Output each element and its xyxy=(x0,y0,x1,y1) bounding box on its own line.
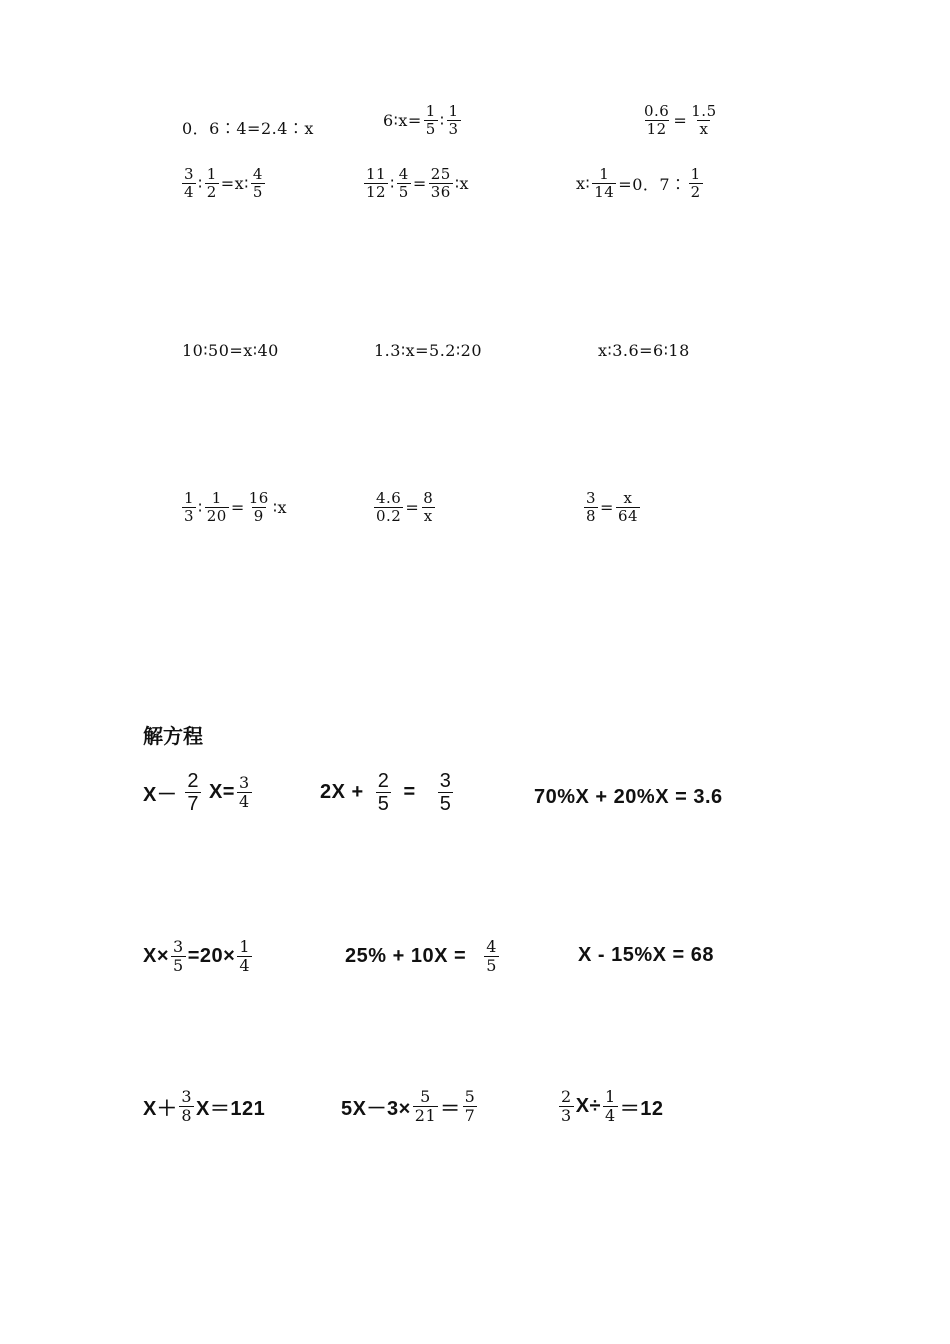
proportion-8 xyxy=(374,341,482,360)
equation-text: = xyxy=(673,110,688,130)
denominator: 9 xyxy=(253,506,264,525)
fraction xyxy=(413,1088,438,1124)
numerator: 3 xyxy=(181,1087,193,1106)
proportion-12 xyxy=(582,490,642,524)
equation-text: =x∶ xyxy=(220,173,249,193)
denominator: 36 xyxy=(430,182,451,201)
equation-text: ∶ xyxy=(198,173,203,193)
numerator: 2 xyxy=(561,1087,572,1106)
denominator: 21 xyxy=(414,1105,437,1125)
equation-6 xyxy=(578,944,714,967)
equation-text: =0．7∶ xyxy=(618,174,687,194)
equation-8 xyxy=(341,1088,479,1124)
fraction xyxy=(364,166,388,200)
denominator: 8 xyxy=(586,506,597,525)
numerator: 1 xyxy=(239,937,251,956)
fraction xyxy=(438,770,454,815)
equation-text: ∶ xyxy=(439,110,445,130)
equation-text: ∶x xyxy=(454,173,469,193)
denominator: 64 xyxy=(617,506,639,525)
equation-text: X÷ xyxy=(575,1094,602,1117)
equation-text: = xyxy=(405,497,420,517)
equation-text: ∶ xyxy=(390,173,395,193)
fraction xyxy=(484,938,499,974)
proportion-1 xyxy=(182,116,314,139)
fraction xyxy=(237,774,252,810)
numerator: 3 xyxy=(184,165,195,183)
denominator: 20 xyxy=(206,506,227,525)
equation-text: = xyxy=(600,497,614,517)
numerator: 1 xyxy=(184,489,195,507)
fraction xyxy=(205,166,219,200)
equation-text: 6∶x= xyxy=(383,110,422,130)
fraction xyxy=(251,166,265,200)
numerator: 1 xyxy=(211,489,222,507)
equation-text: x∶3.6=6∶18 xyxy=(598,341,690,360)
denominator: x xyxy=(423,506,433,525)
denominator: 7 xyxy=(187,793,199,815)
fraction xyxy=(247,490,271,524)
numerator: 5 xyxy=(420,1087,431,1106)
fraction xyxy=(603,1088,618,1124)
equation-text: X＝121 xyxy=(196,1097,266,1120)
fraction xyxy=(397,166,411,200)
numerator: 3 xyxy=(173,937,184,956)
equation-text: X - 15%X = 68 xyxy=(578,944,715,966)
proportion-10 xyxy=(180,490,287,524)
proportion-2 xyxy=(383,103,463,137)
denominator: x xyxy=(699,119,709,138)
proportion-7 xyxy=(182,341,279,360)
fraction xyxy=(182,490,196,524)
equation-text: 25% + 10X = xyxy=(345,944,473,967)
denominator: 2 xyxy=(690,182,701,201)
equation-text: ＝ xyxy=(440,1097,461,1120)
numerator: 2 xyxy=(187,770,199,792)
denominator: 0.2 xyxy=(376,506,402,525)
fraction xyxy=(592,166,616,200)
numerator: 3 xyxy=(439,770,452,792)
numerator: 3 xyxy=(239,773,250,793)
fraction xyxy=(237,938,252,974)
proportion-11 xyxy=(372,490,437,524)
equation-text: 0．6∶4=2.4∶x xyxy=(182,119,314,138)
fraction xyxy=(205,490,229,524)
fraction xyxy=(421,490,435,524)
fraction xyxy=(374,490,403,524)
numerator: 4 xyxy=(486,937,497,956)
equation-text: 5X－3× xyxy=(341,1097,411,1120)
numerator: 25 xyxy=(430,165,451,183)
equation-text: 70%X + 20%X = 3.6 xyxy=(534,786,723,808)
denominator: 5 xyxy=(425,119,436,138)
denominator: 5 xyxy=(252,182,263,201)
fraction xyxy=(171,938,186,974)
section-title: 解方程 xyxy=(143,724,203,748)
fraction xyxy=(447,103,461,137)
numerator: 1.5 xyxy=(691,102,717,120)
denominator: 3 xyxy=(448,119,459,138)
numerator: 5 xyxy=(464,1087,476,1106)
equation-4 xyxy=(143,938,254,974)
denominator: 4 xyxy=(184,182,195,201)
equation-text: X= xyxy=(208,781,235,803)
denominator: 3 xyxy=(561,1105,572,1125)
denominator: 3 xyxy=(184,506,195,525)
numerator: 1 xyxy=(206,165,217,183)
fraction xyxy=(182,166,196,200)
equation-text: 10∶50=x∶40 xyxy=(182,341,279,360)
fraction xyxy=(689,166,703,200)
numerator: 4 xyxy=(398,165,409,183)
equation-1 xyxy=(143,770,254,815)
denominator: 8 xyxy=(181,1105,193,1125)
equation-text: x∶ xyxy=(576,173,591,193)
equation-text: = xyxy=(412,173,427,193)
denominator: 4 xyxy=(605,1105,616,1125)
fraction xyxy=(424,103,438,137)
denominator: 2 xyxy=(206,182,217,201)
equation-text: =20× xyxy=(187,944,236,967)
numerator: 8 xyxy=(423,489,434,507)
denominator: 14 xyxy=(594,182,615,201)
fraction xyxy=(185,770,201,815)
numerator: 1 xyxy=(448,102,459,120)
equation-text: 2X + xyxy=(320,781,370,803)
equation-text: X＋ xyxy=(143,1097,178,1120)
numerator: 11 xyxy=(366,165,387,183)
numerator: 4 xyxy=(252,165,263,183)
proportion-3 xyxy=(640,103,721,137)
proportion-9 xyxy=(598,341,690,360)
equation-text: ∶ xyxy=(198,497,203,517)
denominator: 5 xyxy=(439,793,452,815)
equation-text: ∶x xyxy=(272,497,287,517)
fraction xyxy=(559,1088,574,1124)
denominator: 4 xyxy=(239,792,250,811)
denominator: 12 xyxy=(646,119,667,138)
fraction xyxy=(463,1088,478,1124)
equation-text: = xyxy=(397,781,422,803)
denominator: 5 xyxy=(377,793,390,815)
denominator: 12 xyxy=(366,182,387,201)
numerator: 3 xyxy=(586,489,597,507)
numerator: 0.6 xyxy=(644,102,670,120)
fraction xyxy=(584,490,598,524)
fraction xyxy=(376,770,392,815)
fraction xyxy=(179,1088,194,1124)
fraction xyxy=(689,103,718,137)
denominator: 5 xyxy=(398,182,409,201)
equation-text: ＝12 xyxy=(619,1097,664,1120)
numerator: x xyxy=(623,489,633,507)
numerator: 1 xyxy=(425,102,436,120)
numerator: 4.6 xyxy=(376,489,402,507)
equation-text: X× xyxy=(143,944,170,967)
equation-5 xyxy=(345,938,501,974)
equation-text: 1.3∶x=5.2∶20 xyxy=(374,341,483,360)
proportion-5 xyxy=(362,166,469,200)
equation-2 xyxy=(320,770,455,815)
denominator: 4 xyxy=(239,955,251,975)
denominator: 5 xyxy=(173,955,184,975)
numerator: 16 xyxy=(248,489,269,507)
numerator: 1 xyxy=(690,165,701,183)
equation-9 xyxy=(557,1088,663,1124)
proportion-6 xyxy=(576,166,705,200)
fraction xyxy=(429,166,453,200)
denominator: 7 xyxy=(464,1105,476,1125)
denominator: 5 xyxy=(486,955,497,975)
fraction xyxy=(616,490,640,524)
numerator: 1 xyxy=(599,165,610,183)
numerator: 2 xyxy=(377,770,390,792)
equation-text: = xyxy=(230,497,245,517)
numerator: 1 xyxy=(605,1087,616,1106)
equation-3 xyxy=(534,786,723,809)
proportion-4 xyxy=(180,166,267,200)
equation-text: X－ xyxy=(143,784,178,806)
equation-7 xyxy=(143,1088,265,1124)
fraction xyxy=(642,103,671,137)
